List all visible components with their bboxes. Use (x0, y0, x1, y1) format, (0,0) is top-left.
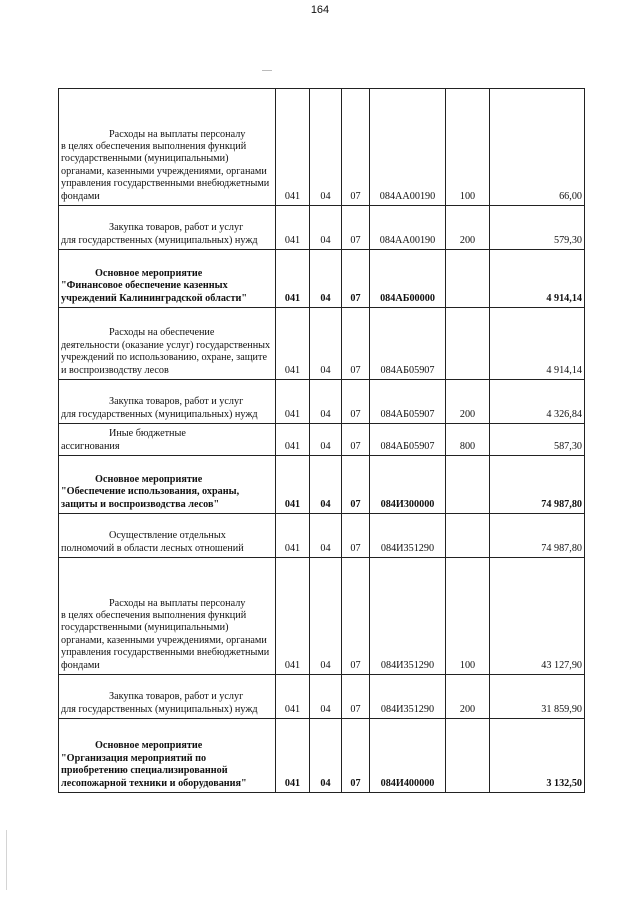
target-article-code: 084И351290 (370, 514, 446, 558)
table-row (59, 514, 585, 558)
target-article-code: 084И400000 (370, 719, 446, 793)
row-description (59, 250, 276, 308)
description-rest: полномочий в области лесных отношений (61, 542, 244, 554)
expense-type-code (446, 456, 490, 514)
grbs-code: 041 (276, 89, 310, 206)
subsection-code: 07 (342, 89, 370, 206)
row-description (59, 380, 276, 424)
amount: 3 132,50 (490, 719, 585, 793)
description-first-line: Основное мероприятие (95, 740, 203, 752)
expense-type-code (446, 514, 490, 558)
expense-type-code (446, 308, 490, 380)
table-row (59, 380, 585, 424)
grbs-code: 041 (276, 675, 310, 719)
target-article-code: 084АБ05907 (370, 424, 446, 456)
grbs-code: 041 (276, 719, 310, 793)
grbs-code: 041 (276, 206, 310, 250)
target-article-code: 084АБ00000 (370, 250, 446, 308)
page-number: 164 (310, 4, 330, 16)
budget-table (58, 88, 585, 793)
section-code: 04 (310, 675, 342, 719)
row-description (59, 456, 276, 514)
description-first-line: Закупка товаров, работ и услуг (109, 691, 244, 703)
subsection-code: 07 (342, 675, 370, 719)
description-first-line: Расходы на выплаты персоналу (109, 128, 246, 140)
expense-type-code: 800 (446, 424, 490, 456)
subsection-code: 07 (342, 380, 370, 424)
table-row-main-activity (59, 456, 585, 514)
subsection-code: 07 (342, 250, 370, 308)
row-description (59, 206, 276, 250)
description-first-line: Основное мероприятие (95, 473, 203, 485)
scan-edge-line (6, 830, 7, 890)
row-description (59, 675, 276, 719)
scan-mark (262, 70, 272, 71)
grbs-code: 041 (276, 514, 310, 558)
description-first-line: Закупка товаров, работ и услуг (109, 396, 244, 408)
section-code: 04 (310, 558, 342, 675)
description-first-line: Расходы на обеспечение (109, 327, 215, 339)
table-row (59, 424, 585, 456)
expense-type-code: 200 (446, 380, 490, 424)
description-rest: в целях обеспечения выполнения функций государственными (муниципальными) органами, казенными учреждениями, органами управления государственными внебюджетными фондами (61, 609, 270, 671)
row-description (59, 89, 276, 206)
target-article-code: 084И351290 (370, 558, 446, 675)
amount: 43 127,90 (490, 558, 585, 675)
amount: 31 859,90 (490, 675, 585, 719)
row-description (59, 308, 276, 380)
section-code: 04 (310, 514, 342, 558)
table-row (59, 206, 585, 250)
expense-type-code: 100 (446, 89, 490, 206)
description-rest: "Организация мероприятий по приобретению специализированной лесопожарной техники и оборудования" (61, 752, 247, 789)
row-description (59, 514, 276, 558)
amount: 4 914,14 (490, 308, 585, 380)
section-code: 04 (310, 89, 342, 206)
target-article-code: 084И300000 (370, 456, 446, 514)
description-rest: для государственных (муниципальных) нужд (61, 234, 258, 246)
target-article-code: 084И351290 (370, 675, 446, 719)
target-article-code: 084АБ05907 (370, 308, 446, 380)
description-rest: ассигнования (61, 440, 120, 452)
description-first-line: Основное мероприятие (95, 267, 203, 279)
row-description (59, 719, 276, 793)
section-code: 04 (310, 380, 342, 424)
amount: 579,30 (490, 206, 585, 250)
expense-type-code (446, 719, 490, 793)
section-code: 04 (310, 250, 342, 308)
description-rest: для государственных (муниципальных) нужд (61, 408, 258, 420)
subsection-code: 07 (342, 424, 370, 456)
expense-type-code: 200 (446, 675, 490, 719)
table-row (59, 675, 585, 719)
subsection-code: 07 (342, 206, 370, 250)
description-rest: в целях обеспечения выполнения функций государственными (муниципальными) органами, казенными учреждениями, органами управления государственными внебюджетными фондами (61, 140, 270, 202)
grbs-code: 041 (276, 250, 310, 308)
table-row (59, 558, 585, 675)
description-first-line: Закупка товаров, работ и услуг (109, 222, 244, 234)
subsection-code: 07 (342, 558, 370, 675)
grbs-code: 041 (276, 380, 310, 424)
description-rest: деятельности (оказание услуг) государственных учреждений по использованию, охране, защите и воспроизводству лесов (61, 339, 271, 376)
subsection-code: 07 (342, 719, 370, 793)
target-article-code: 084АА00190 (370, 89, 446, 206)
description-rest: "Финансовое обеспечение казенных учреждений Калининградской области" (61, 280, 247, 304)
expense-type-code: 200 (446, 206, 490, 250)
table-row-main-activity (59, 250, 585, 308)
expense-type-code (446, 250, 490, 308)
subsection-code: 07 (342, 514, 370, 558)
grbs-code: 041 (276, 424, 310, 456)
amount: 74 987,80 (490, 514, 585, 558)
amount: 66,00 (490, 89, 585, 206)
amount: 587,30 (490, 424, 585, 456)
expense-type-code: 100 (446, 558, 490, 675)
section-code: 04 (310, 456, 342, 514)
row-description (59, 424, 276, 456)
subsection-code: 07 (342, 308, 370, 380)
row-description (59, 558, 276, 675)
target-article-code: 084АА00190 (370, 206, 446, 250)
amount: 4 326,84 (490, 380, 585, 424)
section-code: 04 (310, 719, 342, 793)
description-first-line: Осуществление отдельных (109, 530, 226, 542)
description-rest: для государственных (муниципальных) нужд (61, 703, 258, 715)
description-first-line: Иные бюджетные (109, 428, 186, 440)
subsection-code: 07 (342, 456, 370, 514)
grbs-code: 041 (276, 558, 310, 675)
table-row-main-activity (59, 719, 585, 793)
section-code: 04 (310, 206, 342, 250)
amount: 4 914,14 (490, 250, 585, 308)
grbs-code: 041 (276, 308, 310, 380)
table-row (59, 89, 585, 206)
target-article-code: 084АБ05907 (370, 380, 446, 424)
section-code: 04 (310, 424, 342, 456)
section-code: 04 (310, 308, 342, 380)
amount: 74 987,80 (490, 456, 585, 514)
grbs-code: 041 (276, 456, 310, 514)
description-rest: "Обеспечение использования, охраны, защиты и воспроизводства лесов" (61, 486, 240, 510)
description-first-line: Расходы на выплаты персоналу (109, 597, 246, 609)
table-row (59, 308, 585, 380)
